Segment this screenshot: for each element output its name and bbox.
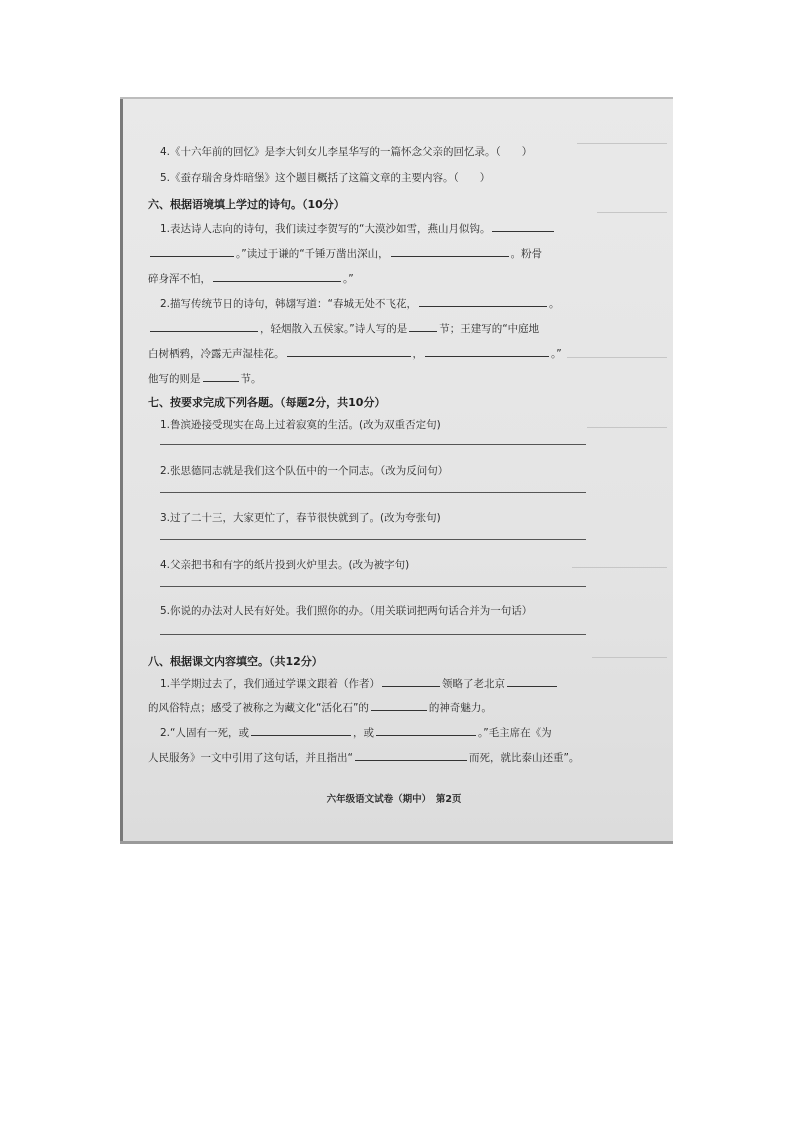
s6-p1-line3 bbox=[148, 270, 354, 286]
s6-p1-text-e: 。” bbox=[343, 273, 354, 285]
answer-line[interactable] bbox=[160, 491, 586, 493]
s8-p1-line2 bbox=[148, 699, 492, 715]
section-7-title: 七、按要求完成下列各题。（每题2分，共10分） bbox=[148, 396, 386, 409]
judge-item-5: 5.《蚕存瑞舍身炸暗堡》这个题目概括了这篇文章的主要内容。（ ） bbox=[160, 172, 491, 184]
page-footer: 六年级语文试卷（期中） 第2页 bbox=[326, 794, 462, 805]
s6-p2-line4 bbox=[148, 370, 262, 386]
s8-p2-text-b: ，或 bbox=[352, 727, 374, 739]
fill-blank[interactable] bbox=[492, 220, 554, 232]
fill-blank[interactable] bbox=[391, 245, 509, 257]
s6-p2-text-e: 白树栖鸦，冷露无声湿桂花。 bbox=[148, 348, 285, 360]
s8-p2-line2 bbox=[148, 749, 579, 765]
fill-blank[interactable] bbox=[203, 370, 239, 382]
fill-blank[interactable] bbox=[507, 675, 557, 687]
s8-p1-text-b: 领略了老北京 bbox=[442, 678, 506, 690]
answer-line[interactable] bbox=[160, 585, 586, 587]
s6-p1-text-a: 1.表达诗人志向的诗句，我们读过李贺写的“大漠沙如雪，燕山月似钩。 bbox=[160, 223, 491, 235]
s6-p2-text-c: ，轻烟散入五侯家。”诗人写的是 bbox=[260, 323, 408, 335]
s6-p2-text-a: 2.描写传统节日的诗句，韩翃写道：“春城无处不飞花， bbox=[160, 298, 417, 310]
answer-line[interactable] bbox=[160, 538, 586, 540]
s6-p2-text-g: 。” bbox=[551, 348, 562, 360]
s7-q4: 4.父亲把书和有字的纸片投到火炉里去。(改为被字句) bbox=[160, 559, 410, 571]
s6-p2-text-i: 节。 bbox=[240, 373, 262, 385]
fill-blank[interactable] bbox=[425, 345, 549, 357]
fill-blank[interactable] bbox=[150, 320, 258, 332]
s8-p2-text-a: 2.“人固有一死，或 bbox=[160, 727, 249, 739]
fill-blank[interactable] bbox=[382, 675, 440, 687]
s8-p1-line1 bbox=[160, 675, 559, 691]
answer-line[interactable] bbox=[160, 633, 586, 635]
fill-blank[interactable] bbox=[376, 724, 476, 736]
s8-p1-text-a: 1.半学期过去了，我们通过学课文跟着（作者） bbox=[160, 678, 381, 690]
exam-page-photo bbox=[120, 97, 673, 844]
s6-p1-text-c: 。粉骨 bbox=[510, 248, 543, 260]
bleed-through-text bbox=[553, 97, 673, 844]
s6-p1-text-d: 碎身浑不怕， bbox=[148, 273, 211, 285]
section-8-title: 八、根据课文内容填空。（共12分） bbox=[148, 655, 323, 668]
s6-p2-line3 bbox=[148, 345, 562, 361]
fill-blank[interactable] bbox=[355, 749, 467, 761]
s8-p1-text-d: 的神奇魅力。 bbox=[428, 702, 492, 714]
s6-p2-text-d: 节；王建写的“中庭地 bbox=[439, 323, 540, 335]
s8-p2-text-e: 而死，就比泰山还重”。 bbox=[468, 752, 580, 764]
s6-p1-line2 bbox=[148, 245, 542, 261]
s7-q5: 5.你说的办法对人民有好处。我们照你的办。（用关联词把两句话合并为一句话） bbox=[160, 605, 533, 617]
s6-p2-text-f: ， bbox=[412, 348, 423, 360]
fill-blank[interactable] bbox=[251, 724, 351, 736]
s6-p1-line1 bbox=[160, 220, 556, 236]
fill-blank[interactable] bbox=[287, 345, 411, 357]
answer-line[interactable] bbox=[160, 443, 586, 445]
judge-item-4: 4.《十六年前的回忆》是李大钊女儿李星华写的一篇怀念父亲的回忆录。（ ） bbox=[160, 146, 533, 158]
s6-p2-text-b: 。 bbox=[548, 298, 560, 310]
s8-p2-line1 bbox=[160, 724, 552, 740]
fill-blank[interactable] bbox=[213, 270, 341, 282]
s6-p1-text-b: 。”读过于谦的“千锤万凿出深山， bbox=[236, 248, 389, 260]
page-edge-shadow bbox=[120, 97, 123, 844]
s6-p2-text-h: 他写的则是 bbox=[148, 373, 201, 385]
fill-blank[interactable] bbox=[371, 699, 427, 711]
s7-q2: 2.张思德同志就是我们这个队伍中的一个同志。（改为反问句） bbox=[160, 465, 449, 477]
s7-q3: 3.过了二十三，大家更忙了，春节很快就到了。(改为夸张句) bbox=[160, 512, 441, 524]
s7-q1: 1.鲁滨逊接受现实在岛上过着寂寞的生活。(改为双重否定句) bbox=[160, 419, 441, 431]
s6-p2-line1 bbox=[160, 295, 559, 311]
fill-blank[interactable] bbox=[150, 245, 234, 257]
s6-p2-line2 bbox=[148, 320, 539, 336]
fill-blank[interactable] bbox=[419, 295, 547, 307]
fill-blank[interactable] bbox=[409, 320, 437, 332]
s8-p2-text-d: 人民服务》一文中引用了这句话，并且指出“ bbox=[148, 752, 353, 764]
s8-p2-text-c: 。”毛主席在《为 bbox=[477, 727, 552, 739]
s8-p1-text-c: 的风俗特点；感受了被称之为藏文化“活化石”的 bbox=[148, 702, 369, 714]
section-6-title: 六、根据语境填上学过的诗句。（10分） bbox=[148, 198, 345, 211]
